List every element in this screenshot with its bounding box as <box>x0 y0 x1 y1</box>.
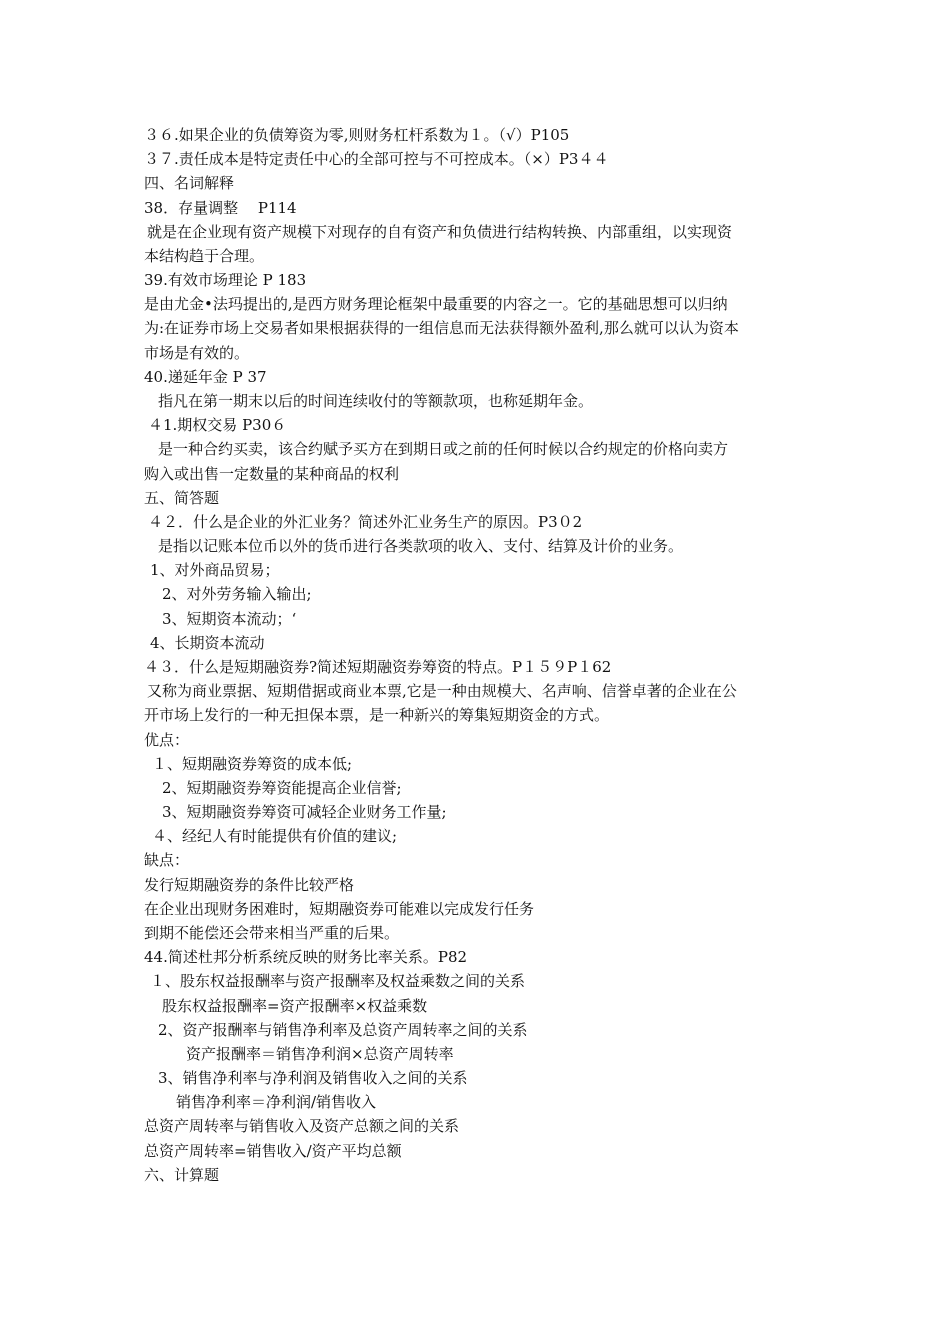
text-line: 资产报酬率＝销售净利润×总资产周转率 <box>186 1044 454 1063</box>
text-line: 1、对外商品贸易； <box>150 561 280 580</box>
text-line: １、短期融资券筹资的成本低; <box>152 754 353 773</box>
text-line: 是指以记账本位币以外的货币进行各类款项的收入、支付、结算及计价的业务。 <box>158 537 684 556</box>
text-line: 又称为商业票据、短期借据或商业本票,它是一种由规模大、名声响、信誉卓著的企业在公 <box>147 682 737 701</box>
text-line: ４、经纪人有时能提供有价值的建议; <box>152 827 398 846</box>
text-line: ４２．什么是企业的外汇业务？简述外汇业务生产的原因。P3０2 <box>148 512 583 531</box>
text-line: 购入或出售一定数量的某种商品的权利 <box>144 464 400 483</box>
text-line: 4、长期资本流动 <box>150 633 265 652</box>
text-line: 发行短期融资券的条件比较严格 <box>144 875 355 894</box>
text-line: 销售净利率＝净利润/销售收入 <box>176 1093 377 1112</box>
text-line: 2、对外劳务输入输出; <box>162 585 312 604</box>
text-line: 2、短期融资券筹资能提高企业信誉; <box>162 778 402 797</box>
text-line: 2、资产报酬率与销售净利率及总资产周转率之间的关系 <box>158 1020 528 1039</box>
text-line: 五、简答题 <box>144 488 220 507</box>
text-line: 38．存量调整 P114 <box>144 198 297 217</box>
text-line: 是一种合约买卖，该合约赋予买方在到期日或之前的任何时候以合约规定的价格向卖方 <box>158 440 729 459</box>
text-line: 本结构趋于合理。 <box>144 246 265 265</box>
text-line: ４1.期权交易 P30６ <box>148 416 287 435</box>
text-line: １、股东权益报酬率与资产报酬率及权益乘数之间的关系 <box>150 972 526 991</box>
text-line: 股东权益报酬率=资产报酬率×权益乘数 <box>162 996 428 1015</box>
text-line: 3、销售净利率与净利润及销售收入之间的关系 <box>158 1069 468 1087</box>
text-line: 就是在企业现有资产规模下对现存的自有资产和负债进行结构转换、内部重组，以实现资 <box>147 222 733 241</box>
text-line: 四、名词解释 <box>144 174 235 193</box>
text-line: 到期不能偿还会带来相当严重的后果。 <box>144 923 400 942</box>
text-line: 指凡在第一期末以后的时间连续收付的等额款项，也称延期年金。 <box>158 392 594 410</box>
text-line: 3、短期资本流动；‘ <box>162 609 297 628</box>
text-line: 40.递延年金 P 37 <box>144 367 267 386</box>
text-line: ４３．什么是短期融资券?简述短期融资券筹资的特点。P１５９P１62 <box>144 658 612 676</box>
text-line: 缺点： <box>144 851 190 870</box>
text-line: 开市场上发行的一种无担保本票，是一种新兴的筹集短期资金的方式。 <box>144 706 610 725</box>
text-line: ３６.如果企业的负债筹资为零,则财务杠杆系数为１。（√）P105 <box>144 126 570 144</box>
text-line: 市场是有效的。 <box>144 343 250 362</box>
text-line: 优点： <box>144 730 190 749</box>
text-line: 为:在证券市场上交易者如果根据获得的一组信息而无法获得额外盈利,那么就可以认为资本 <box>144 319 739 338</box>
text-line: 总资产周转率=销售收入/资产平均总额 <box>144 1141 402 1160</box>
text-line: 44.简述杜邦分析系统反映的财务比率关系。P82 <box>144 948 468 967</box>
text-line: 总资产周转率与销售收入及资产总额之间的关系 <box>144 1117 460 1136</box>
text-line: 六、计算题 <box>144 1165 220 1184</box>
text-line: 在企业出现财务困难时，短期融资券可能难以完成发行任务 <box>144 899 535 918</box>
text-line: ３７.责任成本是特定责任中心的全部可控与不可控成本。（×）P3４４ <box>144 150 609 169</box>
text-line: 是由尤金•法玛提出的,是西方财务理论框架中最重要的内容之一。它的基础思想可以归纳 <box>144 295 728 314</box>
text-line: 3、短期融资券筹资可减轻企业财务工作量; <box>162 803 447 821</box>
text-line: 39.有效市场理论 P 183 <box>144 271 307 290</box>
